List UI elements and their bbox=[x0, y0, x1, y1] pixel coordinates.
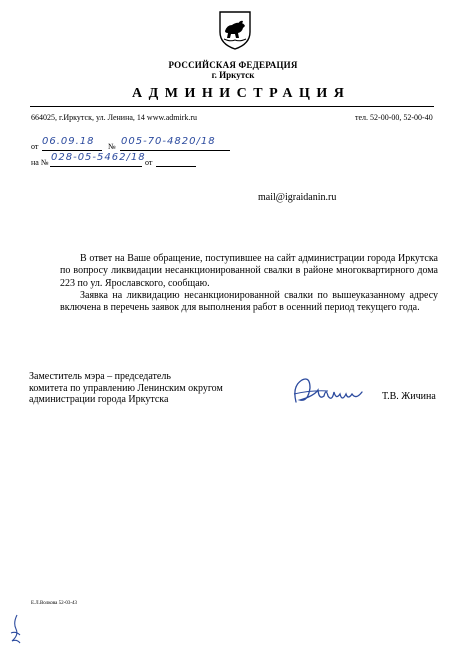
city-title: г. Иркутск bbox=[211, 70, 255, 80]
reference-date-underline bbox=[156, 166, 196, 167]
body-paragraph-1: В ответ на Ваше обращение, поступившее на сайт администрации города Иркутска по вопросу ликвидации несанкционированной свалки в районе многоквартирного дома 223 по ул. Ярославского, сообщаю. bbox=[60, 253, 438, 289]
address-line: 664025, г.Иркутск, ул. Ленина, 14 www.admirk.ru bbox=[31, 113, 198, 122]
reference-underline bbox=[50, 166, 142, 167]
registration-date: 06.09.18 bbox=[42, 136, 95, 147]
handwritten-signature bbox=[288, 372, 368, 412]
corner-scribble-icon bbox=[8, 613, 24, 645]
signatory-position bbox=[29, 371, 223, 406]
number-prefix: № bbox=[108, 142, 116, 151]
reference-number: 028-05-5462/18 bbox=[51, 152, 146, 163]
executor-note: Е.Л.Волкова 52-03-43 bbox=[31, 601, 77, 606]
number-underline bbox=[120, 150, 230, 151]
date-prefix: от bbox=[31, 142, 39, 151]
body-paragraph-2: Заявка на ликвидацию несанкционированной свалки по вышеуказанному адресу включена в перечень заявок для выполнения работ в осенний период текущего года. bbox=[60, 289, 438, 314]
letter-body bbox=[60, 253, 438, 314]
signatory-line-1: Заместитель мэра – председатель bbox=[29, 371, 171, 382]
recipient-email: mail@igraidanin.ru bbox=[258, 192, 337, 203]
coat-of-arms-icon bbox=[218, 10, 252, 50]
signatory-name: Т.В. Жичина bbox=[382, 391, 436, 402]
organization-title: АДМИНИСТРАЦИЯ bbox=[132, 86, 351, 101]
registration-number: 005-70-4820/18 bbox=[121, 136, 216, 147]
header-divider bbox=[30, 106, 434, 107]
reference-date-prefix: от bbox=[145, 158, 153, 167]
signatory-line-3: администрации города Иркутска bbox=[29, 394, 169, 405]
country-title: РОССИЙСКАЯ ФЕДЕРАЦИЯ bbox=[168, 60, 298, 70]
date-underline bbox=[42, 150, 102, 151]
phone-line: тел. 52-00-00, 52-00-40 bbox=[355, 113, 433, 122]
reference-prefix: на № bbox=[31, 158, 49, 167]
signatory-line-2: комитета по управлению Ленинским округом bbox=[29, 382, 223, 394]
